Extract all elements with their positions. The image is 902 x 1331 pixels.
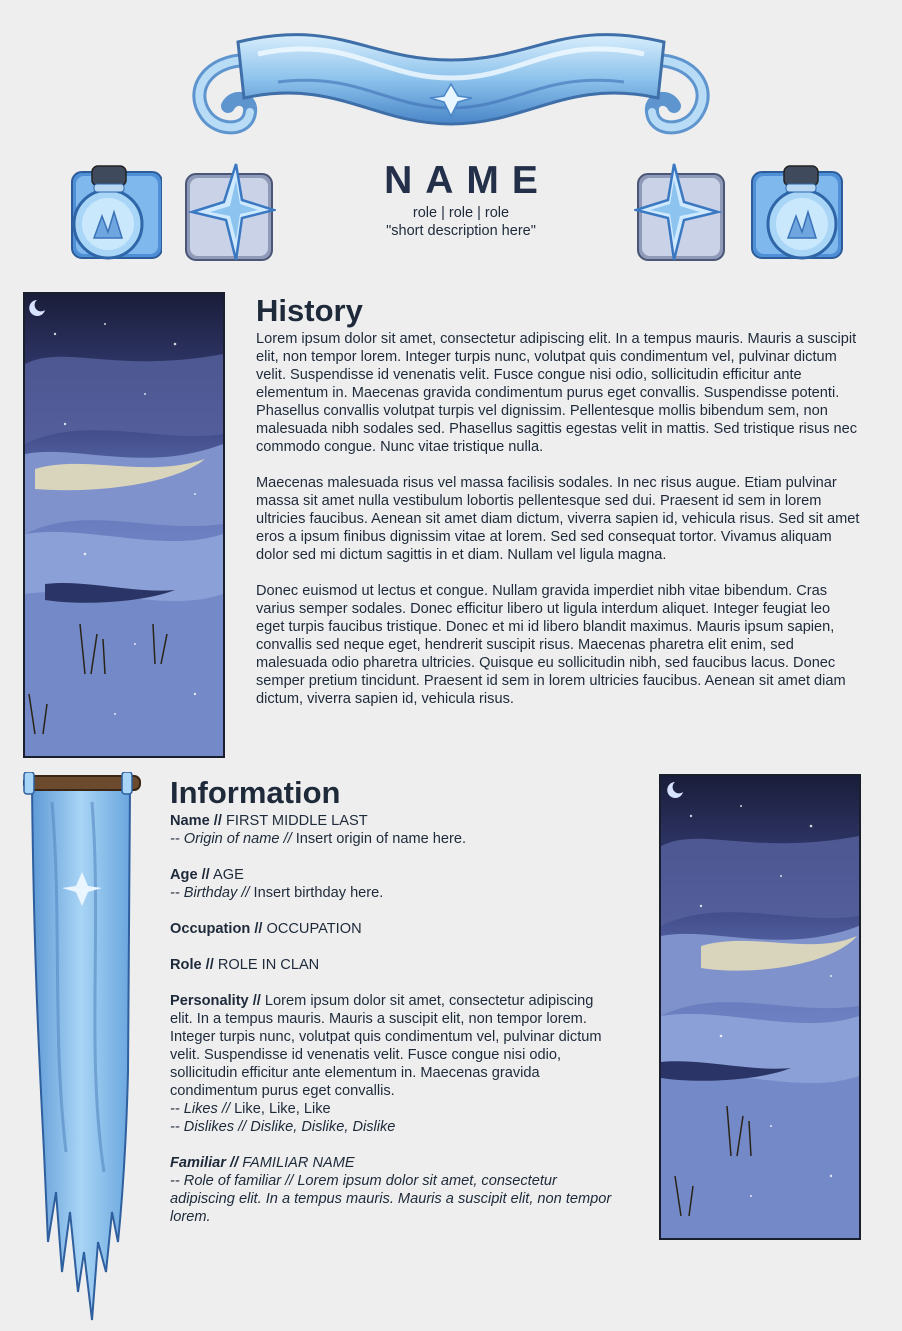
origin-label: -- Origin of name // <box>170 831 292 847</box>
likes-value: Like, Like, Like <box>230 1101 331 1117</box>
info-role <box>170 956 620 974</box>
personality-value: Lorem ipsum dolor sit amet, consectetur adipiscing elit. In a tempus mauris. Mauris a suscipit elit, non tempor lorem. Integer turpis nunc, volutpat quis condimentum vel, pulvinar dictum velit. Suspendisse id venenatis velit. Fusce congue nisi odio, sollicitudin efficitur ante elementum in. Maecenas gravida condimentum purus eget convallis. <box>170 993 602 1099</box>
age-value: AGE <box>209 867 244 883</box>
familiar-role-label: -- Role of familiar // <box>170 1173 294 1189</box>
info-occupation <box>170 920 620 938</box>
birthday-value: Insert birthday here. <box>249 885 384 901</box>
history-section <box>256 292 860 726</box>
ice-star-icon <box>634 160 732 264</box>
short-description: "short description here" <box>386 223 536 239</box>
history-paragraph: Maecenas malesuada risus vel massa facilisis sodales. In nec risus augue. Etiam pulvinar massa sit amet nulla vestibulum lobortis pellentesque sed dui. Praesent id sem in lorem ultricies faucibus. Aenean sit amet diam dictum, viverra sapien id, vehicula risus. Sed sit amet eros a ipsum finibus dignissim vitae at lorem. Sed sed consequat tortor. Vivamus aliquam dolor sed mi dictum sagittis in et diam. Nullam vel ligula magna. <box>256 475 860 563</box>
info-familiar <box>170 1154 620 1226</box>
crystal-jar-icon <box>748 158 846 262</box>
personality-label: Personality // <box>170 993 261 1009</box>
origin-value: Insert origin of name here. <box>291 831 467 847</box>
history-heading: History <box>256 293 363 328</box>
dislikes-value: Dislike, Dislike, Dislike <box>246 1119 396 1135</box>
information-heading: Information <box>170 775 341 810</box>
history-paragraph: Lorem ipsum dolor sit amet, consectetur adipiscing elit. In a tempus mauris. Mauris a suscipit elit, non tempor lorem. Integer turpis nunc, volutpat quis condimentum vel, pulvinar dictum velit. Suspendisse id venenatis velit. Fusce congue nisi odio, sollicitudin efficitur ante elementum in. Maecenas gravida condimentum purus eget convallis. Suspendisse potenti. Phasellus convallis volutpat turpis vel dignissim. Pellentesque mollis bibendum sem, non malesuada nibh sodales sed. Phasellus sagittis egestas velit in mattis. Sed tristique risus nec commodo congue. Nunc vitae tristique nulla. <box>256 331 858 455</box>
familiar-value: FAMILIAR NAME <box>238 1155 355 1171</box>
name-value: FIRST MIDDLE LAST <box>221 813 368 829</box>
info-age <box>170 866 620 902</box>
age-label: Age // <box>170 867 210 883</box>
snow-scene-image <box>23 292 225 758</box>
ice-star-icon <box>178 160 276 264</box>
role-label: Role // <box>170 957 214 973</box>
name-label: Name // <box>170 813 222 829</box>
info-name <box>170 812 620 848</box>
history-paragraph: Donec euismod ut lectus et congue. Nullam gravida imperdiet nibh vitae bibendum. Cras varius semper sodales. Donec efficitur libero ut ligula interdum aliquet. Integer feugiat leo eget turpis faucibus tristique. Donec et mi id libero blandit maximus. Mauris ipsum sapien, convallis sed neque eget, hendrerit suscipit risus. Maecenas pharetra elit enim, sed malesuada odio pharetra ultricies. Quisque eu sollicitudin nibh, sed faucibus lacus. Donec semper pretium tincidunt. Praesent id sem in lorem ultricies faucibus. Aenean sit amet diam dictum, viverra sapien id, vehicula risus. <box>256 583 846 707</box>
familiar-role-value: Lorem ipsum dolor sit amet, consectetur adipiscing elit. In a tempus mauris. Mauris a suscipit elit, non tempor lorem. <box>170 1173 612 1225</box>
hanging-banner-icon <box>22 772 142 1326</box>
info-personality <box>170 992 620 1136</box>
page-title: NAME <box>384 159 551 202</box>
dislikes-label: -- Dislikes // <box>170 1119 247 1135</box>
birthday-label: -- Birthday // <box>170 885 250 901</box>
header-name-block <box>320 158 602 240</box>
role-value: ROLE IN CLAN <box>213 957 320 973</box>
occupation-label: Occupation // <box>170 921 263 937</box>
crystal-jar-icon <box>64 158 162 262</box>
information-section <box>170 774 620 1244</box>
occupation-value: OCCUPATION <box>262 921 362 937</box>
snow-scene-image <box>659 774 861 1240</box>
ribbon-banner-icon <box>188 20 714 142</box>
role-list: role | role | role <box>412 205 510 221</box>
likes-label: -- Likes // <box>170 1101 231 1117</box>
familiar-label: Familiar // <box>170 1155 239 1171</box>
